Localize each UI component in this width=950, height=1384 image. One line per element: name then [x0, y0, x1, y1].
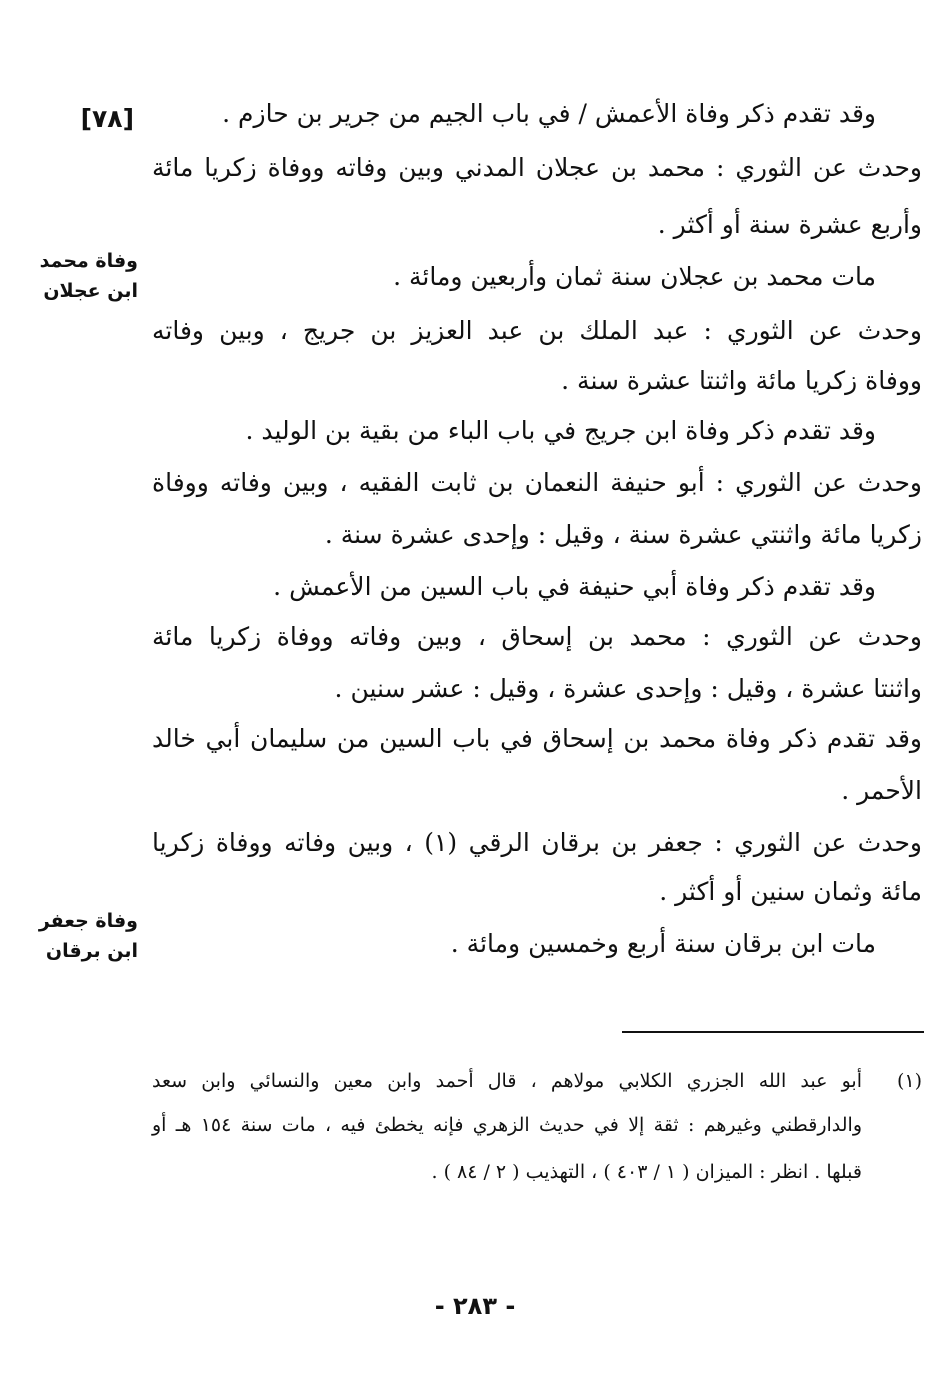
side-note-line: وفاة جعفر	[38, 910, 138, 932]
text-line: وقد تقدم ذكر وفاة الأعمش / في باب الجيم من جرير بن حازم .	[222, 99, 876, 128]
text-line: مائة وثمان سنين أو أكثر .	[659, 877, 922, 906]
text-line: وحدث عن الثوري : عبد الملك بن عبد العزيز بن جريج ، وبين وفاته	[152, 316, 922, 345]
page-number: - ٢٨٣ -	[434, 1292, 516, 1320]
footnote-line: والدارقطني وغيرهم : ثقة إلا في حديث الزهري فإنه يخطئ فيه ، مات سنة ١٥٤ هـ أو	[152, 1114, 862, 1136]
text-line: زكريا مائة واثنتي عشرة سنة ، وقيل : وإحدى عشرة سنة .	[324, 520, 922, 549]
footnote-line: قبلها . انظر : الميزان ( ١ / ٤٠٣ ) ، التهذيب ( ٢ / ٨٤ ) .	[431, 1161, 862, 1183]
text-line: مات ابن برقان سنة أربع وخمسين ومائة .	[450, 929, 876, 958]
text-line: الأحمر .	[841, 776, 922, 805]
text-line: وحدث عن الثوري : محمد بن عجلان المدني وبين وفاته ووفاة زكريا مائة	[152, 153, 922, 182]
side-note-line: وفاة محمد	[39, 250, 138, 272]
footnote-line: أبو عبد الله الجزري الكلابي مولاهم ، قال أحمد وابن معين والنسائي وابن سعد	[152, 1070, 862, 1092]
text-line: مات محمد بن عجلان سنة ثمان وأربعين ومائة .	[393, 262, 876, 291]
side-note-ibn-ajlan	[8, 246, 138, 306]
side-note-ibn-burqan	[8, 906, 138, 966]
footnote-number: (١)	[896, 1070, 922, 1092]
text-line: وحدث عن الثوري : محمد بن إسحاق ، وبين وفاته ووفاة زكريا مائة	[152, 622, 922, 651]
text-line: وقد تقدم ذكر وفاة أبي حنيفة في باب السين من الأعمش .	[273, 572, 876, 601]
side-note-line: ابن عجلان	[43, 280, 138, 302]
footnote-separator	[622, 1031, 924, 1033]
side-note-line: ابن برقان	[45, 940, 138, 962]
text-line: ووفاة زكريا مائة واثنتا عشرة سنة .	[561, 366, 922, 395]
manuscript-page-marker: [٧٨]	[80, 104, 134, 133]
text-line: وحدث عن الثوري : جعفر بن برقان الرقي (١) ، وبين وفاته ووفاة زكريا	[152, 828, 922, 857]
text-line: وحدث عن الثوري : أبو حنيفة النعمان بن ثابت الفقيه ، وبين وفاته ووفاة	[152, 468, 922, 497]
text-line: واثنتا عشرة ، وقيل : وإحدى عشرة ، وقيل : عشر سنين .	[334, 674, 922, 703]
text-line: وقد تقدم ذكر وفاة ابن جريج في باب الباء من بقية بن الوليد .	[245, 416, 876, 445]
text-line: وأربع عشرة سنة أو أكثر .	[657, 210, 922, 239]
text-line: وقد تقدم ذكر وفاة محمد بن إسحاق في باب السين من سليمان أبي خالد	[152, 724, 922, 753]
